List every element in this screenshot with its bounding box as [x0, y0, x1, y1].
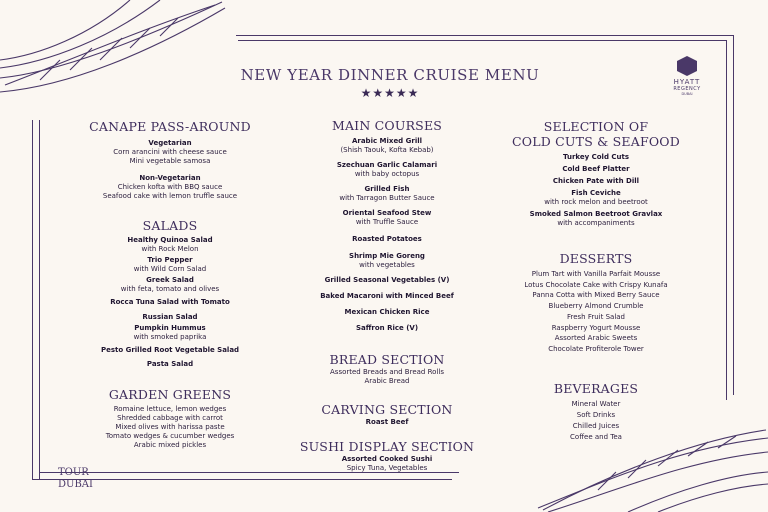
menu-item: Panna Cotta with Mixed Berry Sauce [532, 291, 660, 300]
garden-greens-section [70, 387, 270, 450]
canape-section [70, 119, 270, 201]
section-heading: GARDEN GREENS [108, 387, 232, 402]
menu-subheading: Non-Vegetarian [139, 174, 201, 182]
menu-item-name: Cold Beef Platter [562, 165, 630, 173]
menu-item: Corn arancini with cheese sauce [113, 148, 227, 156]
menu-item: Chocolate Profiterole Tower [548, 344, 644, 353]
menu-item-desc: with Truffle Sauce [355, 218, 419, 226]
section-heading: COLD CUTS & SEAFOOD [512, 134, 680, 149]
section-heading: CANAPE PASS-AROUND [89, 119, 251, 134]
salads-section [70, 218, 270, 369]
hyatt-logo-icon [677, 56, 697, 76]
menu-item: Blueberry Almond Crumble [548, 302, 644, 311]
menu-item-desc: with baby octopus [354, 170, 420, 178]
menu-item-name: Pesto Grilled Root Vegetable Salad [100, 346, 240, 354]
menu-item-desc: with feta, tomato and olives [120, 285, 220, 293]
menu-item-name: Pasta Salad [146, 360, 194, 368]
menu-item-name: Grilled Fish [364, 185, 410, 193]
menu-item: Shredded cabbage with carrot [117, 414, 223, 422]
menu-item-name: Baked Macaroni with Minced Beef [320, 292, 454, 300]
menu-item: Lotus Chocolate Cake with Crispy Kunafa [524, 280, 668, 289]
menu-item-name: Assorted Cooked Sushi [341, 455, 433, 463]
menu-item: Mineral Water [571, 400, 621, 408]
bread-section [287, 352, 487, 386]
menu-item-name: Mexican Chicken Rice [344, 308, 430, 316]
menu-item-desc: with accompaniments [557, 219, 635, 227]
menu-subheading: Vegetarian [148, 139, 192, 147]
menu-item: Plum Tart with Vanilla Parfait Mousse [531, 270, 661, 278]
frame-top-line-inner [238, 40, 726, 41]
menu-item-name: Arabic Mixed Grill [351, 137, 423, 145]
menu-item-name: Szechuan Garlic Calamari [336, 161, 438, 169]
frame-right-line [733, 35, 734, 395]
menu-item: Mixed olives with harissa paste [115, 423, 225, 431]
frame-left-line [32, 120, 33, 480]
logo-name: HYATT [673, 78, 701, 86]
menu-item-name: Trio Pepper [147, 256, 193, 264]
brand-line-1: TOUR [58, 467, 89, 478]
frame-right-line-inner [726, 40, 727, 400]
menu-item-name: Grilled Seasonal Vegetables (V) [324, 276, 450, 284]
menu-item-name: Turkey Cold Cuts [562, 153, 630, 161]
menu-item-name: Fish Ceviche [571, 189, 621, 197]
leaf-illustration-top-left [0, 0, 230, 95]
menu-item: Tomato wedges & cucumber wedges [105, 432, 235, 440]
menu-item-name: Roast Beef [365, 418, 409, 426]
menu-item-name: Greek Salad [146, 276, 194, 284]
menu-item: Coffee and Tea [570, 433, 622, 441]
menu-item: Raspberry Yogurt Mousse [551, 323, 641, 332]
section-heading: BREAD SECTION [329, 352, 445, 367]
menu-item: Arabic mixed pickles [133, 441, 207, 449]
menu-item-name: Shrimp Mie Goreng [349, 252, 425, 260]
section-heading: CARVING SECTION [321, 402, 453, 417]
menu-item: Assorted Breads and Bread Rolls [330, 368, 444, 376]
section-heading: SELECTION OF [543, 119, 649, 134]
carving-section [287, 402, 487, 427]
menu-item: Fresh Fruit Salad [566, 312, 625, 321]
menu-item-name: Chicken Pate with Dill [552, 177, 640, 185]
section-heading: MAIN COURSES [331, 118, 443, 133]
menu-item-desc: with Wild Corn Salad [133, 265, 207, 273]
menu-item-name: Smoked Salmon Beetroot Gravlax [529, 210, 663, 218]
menu-item-name: Healthy Quinoa Salad [127, 236, 213, 244]
star-rating: ★★★★★ [360, 86, 420, 100]
section-heading: SALADS [142, 218, 198, 233]
menu-item-name: Pumpkin Hummus [134, 324, 206, 332]
logo-sub: REGENCY [673, 86, 701, 92]
desserts-section [496, 251, 696, 355]
menu-item: Arabic Bread [364, 377, 410, 385]
menu-item-name: Russian Salad [142, 313, 198, 321]
menu-title: NEW YEAR DINNER CRUISE MENU [240, 66, 540, 84]
menu-item: Chicken kofta with BBQ sauce [117, 183, 223, 191]
menu-item: Assorted Arabic Sweets [554, 334, 638, 343]
menu-item: Romaine lettuce, lemon wedges [113, 405, 227, 413]
menu-item: Seafood cake with lemon truffle sauce [102, 192, 238, 200]
menu-item-name: Saffron Rice (V) [355, 324, 419, 332]
menu-item-desc: with vegetables [359, 261, 415, 269]
section-heading: DESSERTS [559, 251, 633, 266]
frame-top-line [236, 35, 734, 36]
brand-line-2: DUBAI [58, 479, 93, 490]
menu-item-desc: with rock melon and beetroot [544, 198, 648, 206]
menu-item: Chilled Juices [572, 422, 620, 430]
section-heading: BEVERAGES [553, 381, 639, 396]
menu-item-desc: Spicy Tuna, Vegetables [346, 464, 428, 472]
menu-item: Soft Drinks [576, 411, 616, 419]
logo-city: DUBAI [681, 92, 693, 96]
main-courses-section [287, 118, 487, 333]
menu-item-desc: with Tarragon Butter Sauce [339, 194, 435, 202]
frame-left-line-inner [39, 120, 40, 480]
cold-cuts-section [496, 119, 696, 228]
menu-item-desc: with Rock Melon [141, 245, 199, 253]
sushi-section [272, 439, 502, 473]
menu-item-name: Roasted Potatoes [352, 235, 422, 243]
beverages-section [496, 381, 696, 443]
menu-item-desc: (Shish Taouk, Kofta Kebab) [340, 146, 434, 154]
menu-item-name: Rocca Tuna Salad with Tomato [110, 298, 230, 306]
menu-item: Mini vegetable samosa [129, 157, 211, 165]
frame-bottom-line [32, 479, 452, 480]
tour-dubai-logo [58, 467, 93, 491]
section-heading: SUSHI DISPLAY SECTION [299, 439, 475, 454]
menu-item-name: Oriental Seafood Stew [342, 209, 432, 217]
menu-item-desc: with smoked paprika [133, 333, 207, 341]
hyatt-logo [664, 56, 710, 96]
